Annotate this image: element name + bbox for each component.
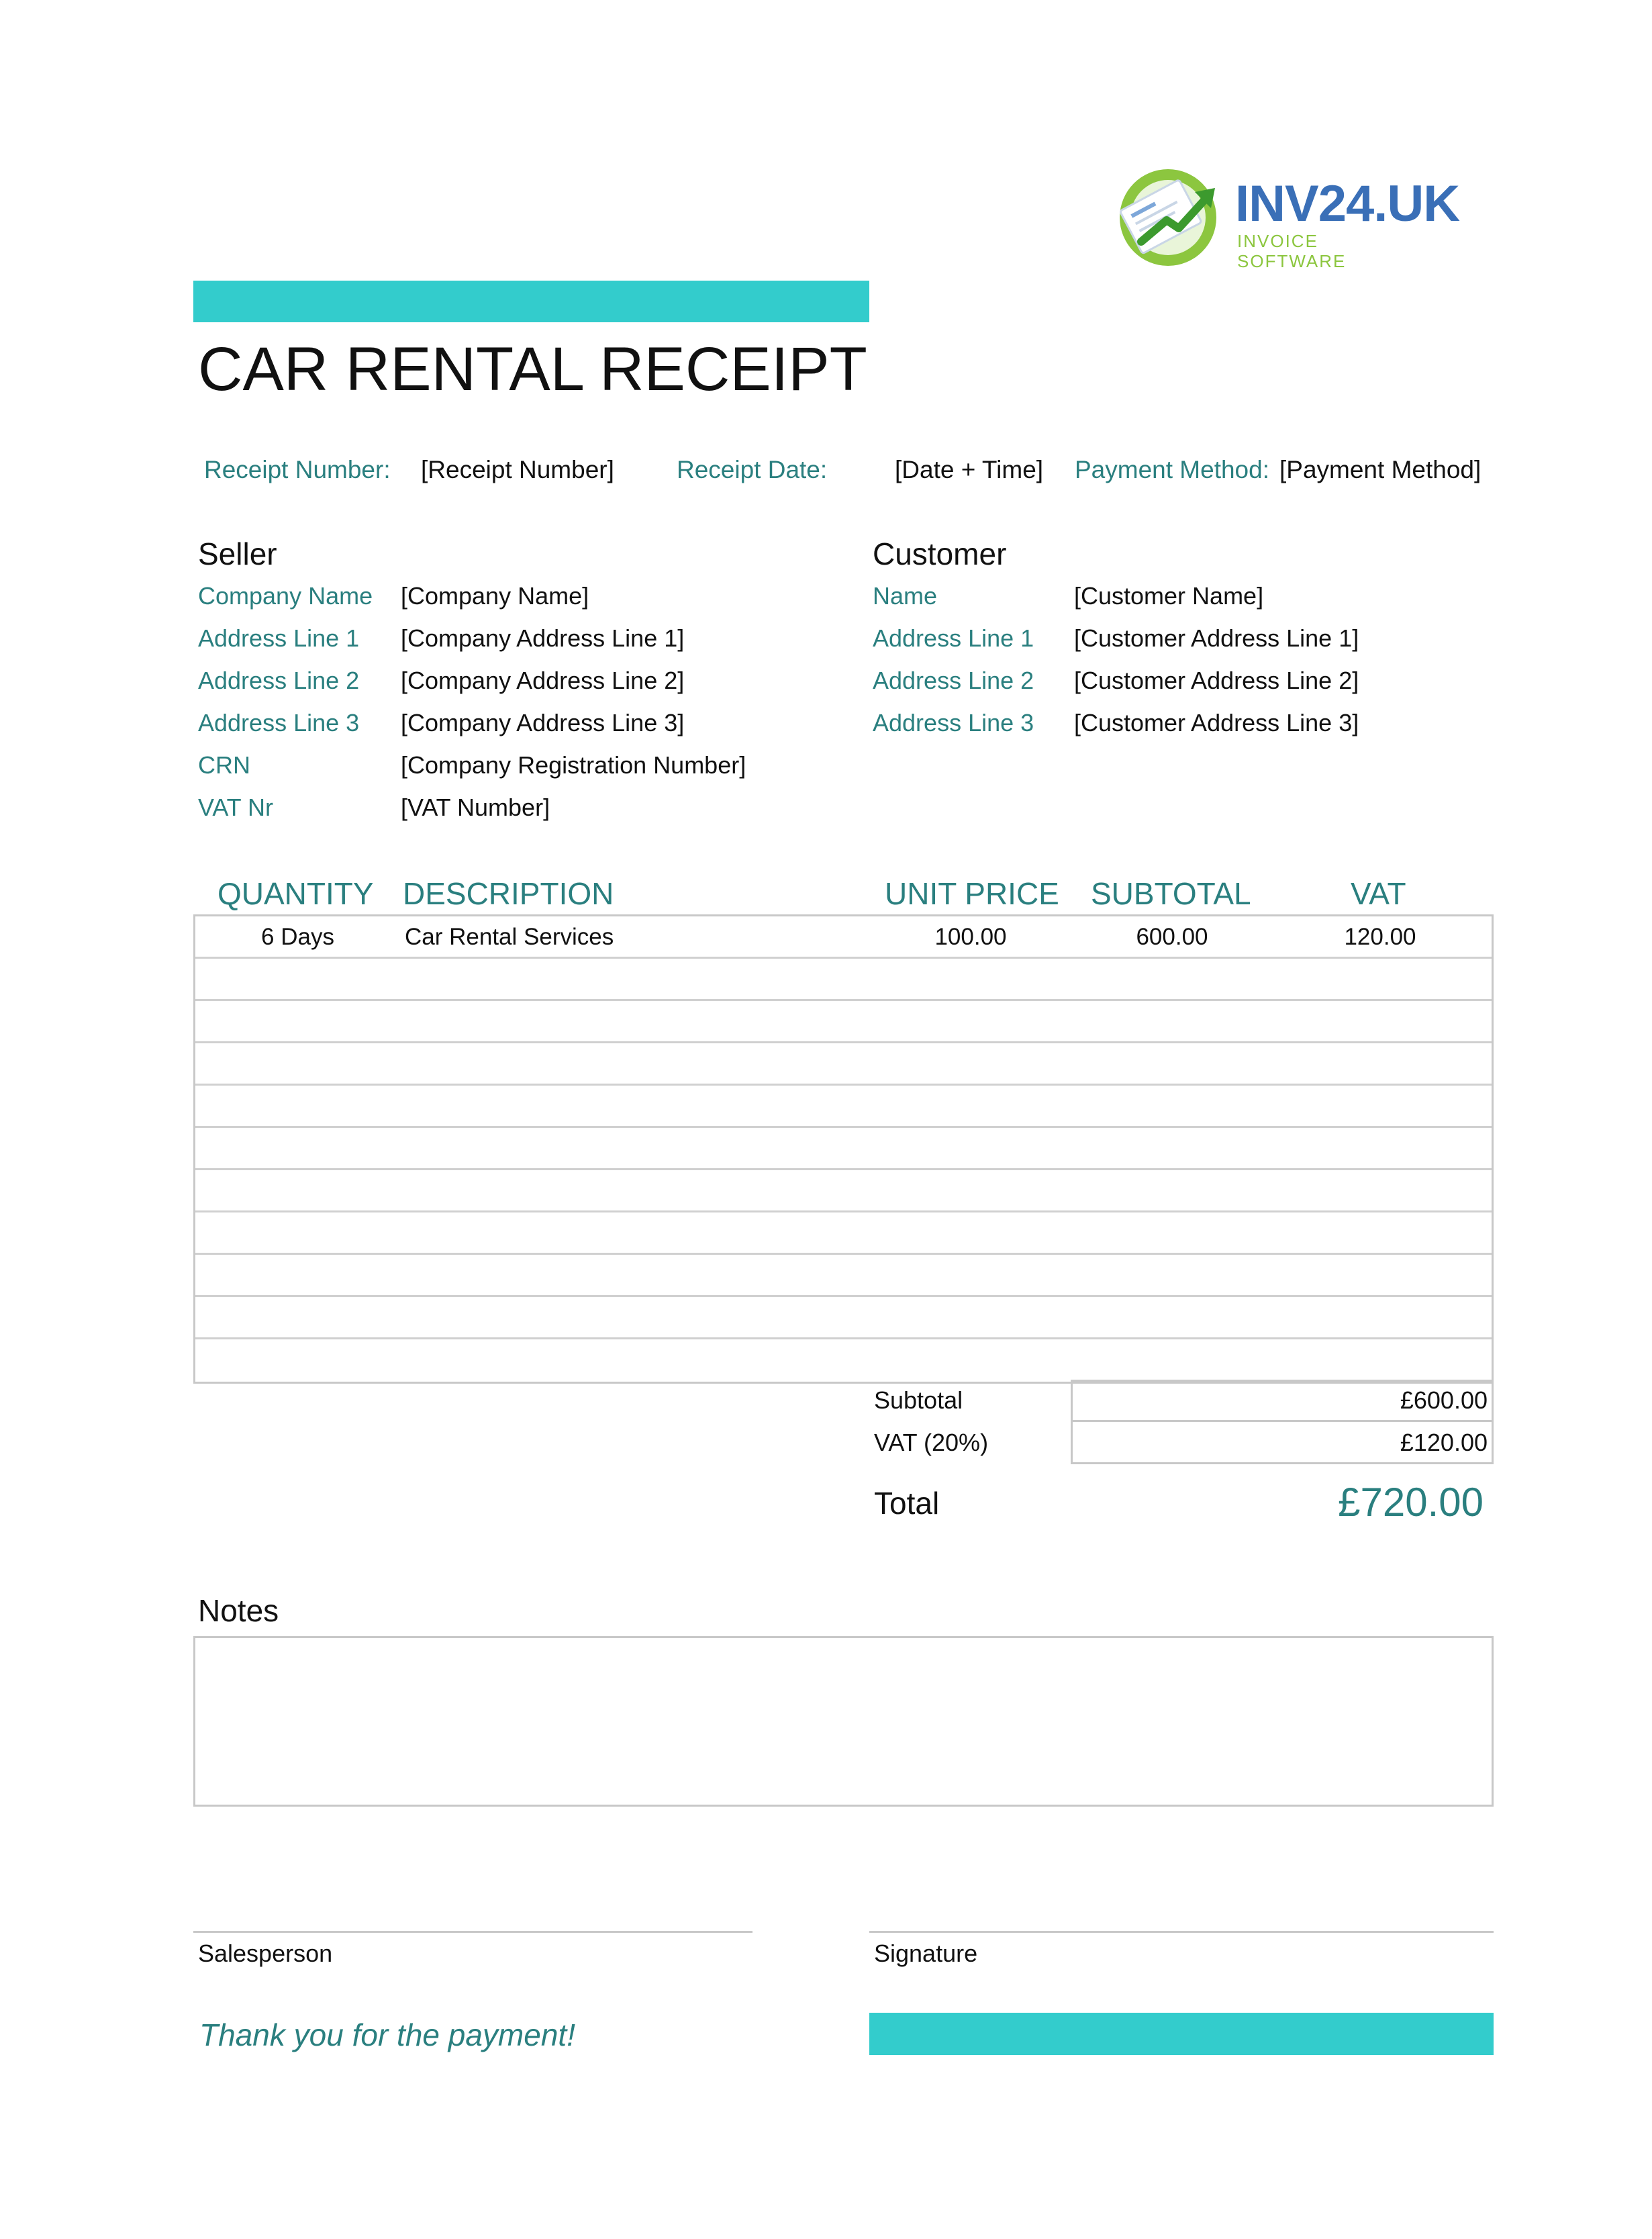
vat-label: VAT (20%) xyxy=(874,1429,989,1456)
receipt-number-value: [Receipt Number] xyxy=(421,456,614,483)
customer-value: [Customer Address Line 3] xyxy=(1074,709,1359,736)
logo-icon xyxy=(1114,161,1228,269)
page-title: CAR RENTAL RECEIPT xyxy=(198,335,867,403)
table-row xyxy=(195,1339,1492,1382)
seller-value: [Company Name] xyxy=(401,582,589,610)
customer-label: Name xyxy=(873,582,938,610)
seller-value: [Company Registration Number] xyxy=(401,751,746,779)
seller-heading: Seller xyxy=(198,536,277,571)
table-row xyxy=(195,959,1492,1001)
customer-value: [Customer Name] xyxy=(1074,582,1264,610)
cell-description: Car Rental Services xyxy=(405,924,614,950)
table-row xyxy=(195,1297,1492,1339)
seller-label: CRN xyxy=(198,751,250,779)
table-row xyxy=(195,1128,1492,1170)
payment-method-value: [Payment Method] xyxy=(1279,456,1481,483)
customer-label: Address Line 1 xyxy=(873,624,1034,652)
subtotal-label: Subtotal xyxy=(874,1386,963,1414)
seller-label: Address Line 1 xyxy=(198,624,360,652)
logo xyxy=(1114,161,1460,271)
table-row xyxy=(195,1001,1492,1043)
receipt-number-label: Receipt Number: xyxy=(204,456,391,483)
table-row xyxy=(195,1086,1492,1128)
seller-label: Address Line 2 xyxy=(198,667,360,694)
seller-value: [Company Address Line 3] xyxy=(401,709,685,736)
table-row xyxy=(195,916,1492,959)
receipt-date-value: [Date + Time] xyxy=(895,456,1044,483)
cell-subtotal: 600.00 xyxy=(1136,924,1208,950)
logo-brand-text: INV24.UK xyxy=(1235,175,1460,232)
seller-value: [VAT Number] xyxy=(401,794,550,821)
customer-heading: Customer xyxy=(873,536,1007,571)
table-row xyxy=(195,1255,1492,1297)
signature-label: Signature xyxy=(874,1940,978,1967)
total-label: Total xyxy=(874,1486,940,1521)
cell-quantity: 6 Days xyxy=(261,924,334,950)
total-value: £720.00 xyxy=(1338,1480,1484,1525)
seller-label: Address Line 3 xyxy=(198,709,360,736)
table-row xyxy=(195,1212,1492,1255)
bottom-accent-bar xyxy=(869,2013,1494,2055)
payment-method-label: Payment Method: xyxy=(1075,456,1269,483)
customer-label: Address Line 3 xyxy=(873,709,1034,736)
col-header-quantity: QUANTITY xyxy=(217,876,374,911)
col-header-subtotal: SUBTOTAL xyxy=(1091,876,1251,911)
logo-tagline: INVOICE SOFTWARE xyxy=(1237,231,1347,271)
col-header-description: DESCRIPTION xyxy=(403,876,614,911)
notes-box[interactable] xyxy=(193,1636,1494,1807)
customer-value: [Customer Address Line 2] xyxy=(1074,667,1359,694)
seller-label: VAT Nr xyxy=(198,794,274,821)
table-row xyxy=(195,1170,1492,1212)
thank-you-text: Thank you for the payment! xyxy=(199,2017,575,2052)
col-header-unit-price: UNIT PRICE xyxy=(885,876,1059,911)
salesperson-line xyxy=(193,1931,752,1933)
seller-value: [Company Address Line 1] xyxy=(401,624,685,652)
items-table xyxy=(193,914,1494,1384)
seller-value: [Company Address Line 2] xyxy=(401,667,685,694)
notes-heading: Notes xyxy=(198,1593,279,1628)
col-header-vat: VAT xyxy=(1351,876,1406,911)
salesperson-label: Salesperson xyxy=(198,1940,333,1967)
subtotal-value: £600.00 xyxy=(1400,1386,1488,1414)
table-row xyxy=(195,1043,1492,1086)
customer-value: [Customer Address Line 1] xyxy=(1074,624,1359,652)
signature-line xyxy=(869,1931,1494,1933)
cell-vat: 120.00 xyxy=(1344,924,1416,950)
vat-value: £120.00 xyxy=(1400,1429,1488,1456)
seller-label: Company Name xyxy=(198,582,373,610)
receipt-date-label: Receipt Date: xyxy=(677,456,828,483)
cell-unit-price: 100.00 xyxy=(934,924,1007,950)
top-accent-bar xyxy=(193,281,869,322)
customer-label: Address Line 2 xyxy=(873,667,1034,694)
